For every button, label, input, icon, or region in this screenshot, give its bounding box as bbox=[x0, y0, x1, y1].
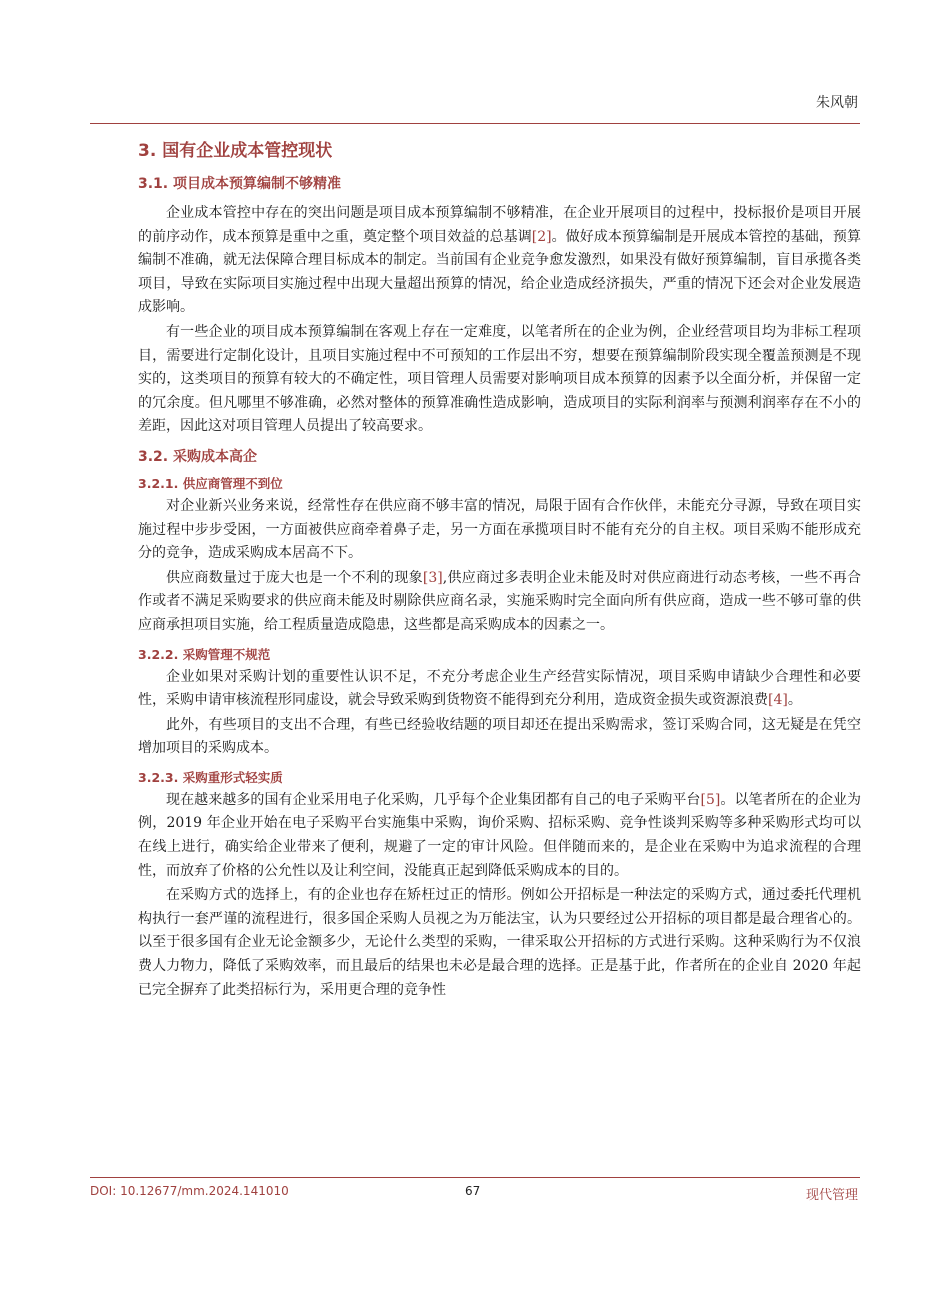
section-3-2-1-paragraph-2: 供应商数量过于庞大也是一个不利的现象[3],供应商过多表明企业未能及时对供应商进行动态考核，一些不再合作或者不满足采购要求的供应商未能及时剔除供应商名录，实施采购时完全面向所有供应商，造成一些不够可靠的供应商承担项目实施，给工程质量造成隐患，这些都是高采购成本的因素之一。 bbox=[138, 569, 862, 633]
section-3-1-paragraph-1: 企业成本管控中存在的突出问题是项目成本预算编制不够精准，在企业开展项目的过程中，投标报价是项目开展的前序动作，成本预算是重中之重，奠定整个项目效益的总基调[2]。做好成本预算编制是开展成本管控的基础，预算编制不准确，就无法保障合理目标成本的制定。当前国有企业竞争愈发激烈，如果没有做好预算编制，盲目承揽各类项目，导致在实际项目实施过程中出现大量超出预算的情况，给企业造成经济损失，严重的情况下还会对企业发展造成影响。 bbox=[138, 205, 861, 316]
section-3-2-2-title: 3.2.2. 采购管理不规范 bbox=[138, 646, 271, 662]
header-author: 朱风朝 bbox=[816, 95, 858, 111]
section-3-1-paragraph-2: 有一些企业的项目成本预算编制在客观上存在一定难度，以笔者所在的企业为例，企业经营项目均为非标工程项目，需要进行定制化设计，且项目实施过程中不可预知的工作层出不穷，想要在预算编制阶段实现全覆盖预测是不现实的，这类项目的预算有较大的不确定性，项目管理人员需要对影响项目成本预算的因素予以全面分析，并保留一定的冗余度。但凡哪里不够准确，必然对整体的预算准确性造成影响，造成项目的实际利润率与预测利润率存在不小的差距，因此这对项目管理人员提出了较高要求。 bbox=[138, 323, 861, 435]
section-3-2-1-paragraph-1: 对企业新兴业务来说，经常性存在供应商不够丰富的情况，局限于固有合作伙伴，未能充分寻源，导致在项目实施过程中步步受困，一方面被供应商牵着鼻子走，另一方面在承揽项目时不能有充分的自主权。项目采购不能形成充分的竞争，造成采购成本居高不下。 bbox=[138, 497, 861, 562]
section-3-2-3-paragraph-1: 现在越来越多的国有企业采用电子化采购，几乎每个企业集团都有自己的电子采购平台[5]。以笔者所在的企业为例，2019 年企业开始在电子采购平台实施集中采购，询价采购、招标采购、竞争性谈判采购等多种采购形式均可以在线上进行，确实给企业带来了便利，规避了一定的审计风险。但伴随而来的，是企业在采购中为追求流程的合理性，而放弃了价格的公允性以及让利空间，没能真正起到降低采购成本的目的。 bbox=[138, 791, 862, 879]
section-3-2-3-paragraph-2: 在采购方式的选择上，有的企业也存在矫枉过正的情形。例如公开招标是一种法定的采购方式，通过委托代理机构执行一套严谨的流程进行，很多国企采购人员视之为万能法宝，认为只要经过公开招标的项目都是最合理省心的。以至于很多国有企业无论金额多少，无论什么类型的采购，一律采取公开招标的方式进行采购。这种采购行为不仅浪费人力物力，降低了采购效率，而且最后的结果也未必是最合理的选择。正是基于此，作者所在的企业自 2020 年起已完全摒弃了此类招标行为，采用更合理的竞争性 bbox=[138, 887, 861, 998]
section-3-2-1-title: 3.2.1. 供应商管理不到位 bbox=[138, 475, 283, 491]
citation-link-2[interactable]: [2] bbox=[531, 228, 552, 245]
citation-link-3[interactable]: [3] bbox=[422, 569, 443, 586]
citation-link-5[interactable]: [5] bbox=[700, 791, 721, 808]
section-3-2-title: 3.2. 采购成本高企 bbox=[138, 448, 257, 465]
journal-name: 现代管理 bbox=[805, 1188, 858, 1203]
section-3-2-2-paragraph-2: 此外，有些项目的支出不合理，有些已经验收结题的项目却还在提出采购需求，签订采购合同，这无疑是在凭空增加项目的采购成本。 bbox=[138, 716, 861, 757]
section-3-2-3-title: 3.2.3. 采购重形式轻实质 bbox=[138, 769, 283, 785]
header-divider bbox=[90, 123, 860, 124]
citation-link-4[interactable]: [4] bbox=[768, 692, 788, 709]
article-body bbox=[138, 140, 861, 1003]
page-number: 67 bbox=[465, 1184, 481, 1198]
section-3-title: 3. 国有企业成本管控现状 bbox=[138, 141, 333, 161]
footer-doi[interactable]: DOI: 10.12677/mm.2024.141010 bbox=[90, 1184, 289, 1198]
section-3-1-title: 3.1. 项目成本预算编制不够精准 bbox=[138, 176, 341, 192]
section-3-2-2-paragraph-1: 企业如果对采购计划的重要性认识不足，不充分考虑企业生产经营实际情况，项目采购申请缺少合理性和必要性，采购申请审核流程形同虚设，就会导致采购到货物资不能得到充分利用，造成资金损失或资源浪费[4]。 bbox=[138, 668, 861, 709]
footer-divider bbox=[90, 1177, 860, 1178]
